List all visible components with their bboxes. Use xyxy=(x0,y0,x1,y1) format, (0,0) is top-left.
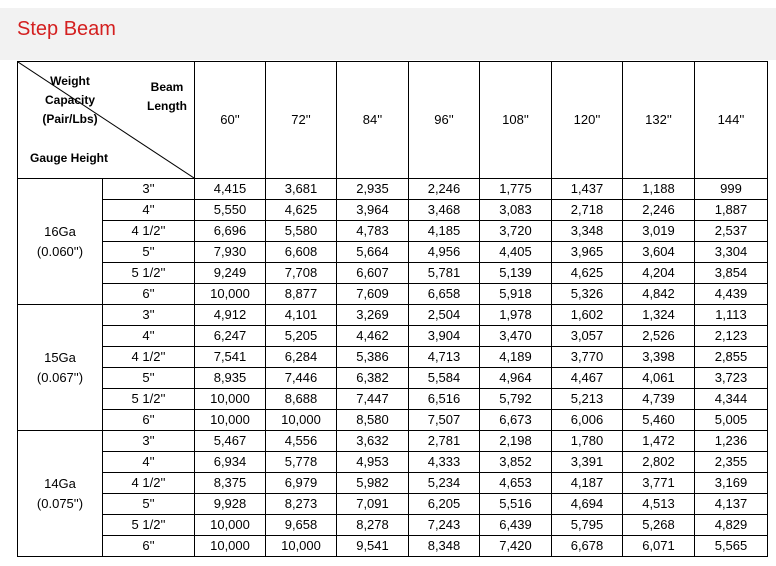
capacity-cell: 1,236 xyxy=(695,431,768,452)
beam-length-label: Beam Length xyxy=(147,80,187,113)
header-row xyxy=(18,62,768,179)
capacity-cell: 6,006 xyxy=(552,410,623,431)
capacity-cell: 4,405 xyxy=(480,242,552,263)
gauge-label: 16Ga xyxy=(44,223,76,239)
capacity-cell: 4,189 xyxy=(480,347,552,368)
capacity-cell: 3,904 xyxy=(409,326,480,347)
capacity-cell: 5,982 xyxy=(337,473,409,494)
corner-header xyxy=(18,62,195,179)
beam-length-header: 72'' xyxy=(266,62,337,179)
capacity-cell: 6,205 xyxy=(409,494,480,515)
capacity-cell: 999 xyxy=(695,179,768,200)
capacity-cell: 1,324 xyxy=(623,305,695,326)
table-row xyxy=(18,410,768,431)
capacity-cell: 5,467 xyxy=(195,431,266,452)
beam-length-header: 108'' xyxy=(480,62,552,179)
capacity-cell: 6,608 xyxy=(266,242,337,263)
capacity-cell: 4,467 xyxy=(552,368,623,389)
capacity-cell: 5,778 xyxy=(266,452,337,473)
capacity-cell: 10,000 xyxy=(195,284,266,305)
capacity-cell: 3,965 xyxy=(552,242,623,263)
capacity-cell: 3,723 xyxy=(695,368,768,389)
capacity-cell: 3,348 xyxy=(552,221,623,242)
beam-length-header: 144'' xyxy=(695,62,768,179)
capacity-cell: 4,653 xyxy=(480,473,552,494)
capacity-cell: 5,326 xyxy=(552,284,623,305)
capacity-cell: 5,664 xyxy=(337,242,409,263)
capacity-cell: 4,625 xyxy=(552,263,623,284)
capacity-cell: 2,246 xyxy=(409,179,480,200)
height-cell: 5 1/2'' xyxy=(103,263,195,284)
capacity-cell: 1,472 xyxy=(623,431,695,452)
capacity-cell: 6,284 xyxy=(266,347,337,368)
capacity-cell: 5,213 xyxy=(552,389,623,410)
gauge-label: 15Ga xyxy=(44,349,76,365)
capacity-cell: 2,802 xyxy=(623,452,695,473)
capacity-cell: 3,269 xyxy=(337,305,409,326)
capacity-cell: 8,935 xyxy=(195,368,266,389)
height-cell: 5 1/2'' xyxy=(103,515,195,536)
capacity-cell: 3,964 xyxy=(337,200,409,221)
table-row xyxy=(18,305,768,326)
capacity-cell: 3,391 xyxy=(552,452,623,473)
capacity-cell: 5,234 xyxy=(409,473,480,494)
capacity-cell: 5,565 xyxy=(695,536,768,557)
capacity-cell: 4,842 xyxy=(623,284,695,305)
gauge-cell xyxy=(18,179,103,305)
capacity-cell: 10,000 xyxy=(266,536,337,557)
capacity-cell: 2,718 xyxy=(552,200,623,221)
capacity-cell: 8,688 xyxy=(266,389,337,410)
gauge-cell xyxy=(18,305,103,431)
capacity-cell: 4,415 xyxy=(195,179,266,200)
capacity-cell: 6,696 xyxy=(195,221,266,242)
height-cell: 6'' xyxy=(103,536,195,557)
capacity-table xyxy=(17,61,768,557)
capacity-cell: 4,953 xyxy=(337,452,409,473)
capacity-cell: 5,918 xyxy=(480,284,552,305)
capacity-cell: 3,720 xyxy=(480,221,552,242)
capacity-cell: 4,137 xyxy=(695,494,768,515)
page-title: Step Beam xyxy=(17,18,116,40)
capacity-cell: 5,550 xyxy=(195,200,266,221)
capacity-cell: 7,446 xyxy=(266,368,337,389)
table-row xyxy=(18,179,768,200)
capacity-cell: 5,580 xyxy=(266,221,337,242)
capacity-cell: 6,071 xyxy=(623,536,695,557)
capacity-cell: 8,375 xyxy=(195,473,266,494)
title-bar xyxy=(0,8,776,60)
capacity-cell: 6,607 xyxy=(337,263,409,284)
table-row xyxy=(18,389,768,410)
table-row xyxy=(18,368,768,389)
capacity-cell: 2,526 xyxy=(623,326,695,347)
capacity-cell: 9,249 xyxy=(195,263,266,284)
height-cell: 4'' xyxy=(103,326,195,347)
capacity-cell: 6,516 xyxy=(409,389,480,410)
capacity-cell: 9,541 xyxy=(337,536,409,557)
table-row xyxy=(18,347,768,368)
table-row xyxy=(18,515,768,536)
capacity-cell: 2,935 xyxy=(337,179,409,200)
capacity-cell: 4,783 xyxy=(337,221,409,242)
table-row xyxy=(18,326,768,347)
height-cell: 3'' xyxy=(103,431,195,452)
capacity-cell: 1,188 xyxy=(623,179,695,200)
capacity-cell: 3,083 xyxy=(480,200,552,221)
table-row xyxy=(18,263,768,284)
capacity-cell: 10,000 xyxy=(195,515,266,536)
table-row xyxy=(18,200,768,221)
capacity-cell: 1,437 xyxy=(552,179,623,200)
weight-capacity-label: Weight Capacity (Pair/Lbs) xyxy=(42,74,98,126)
capacity-cell: 4,439 xyxy=(695,284,768,305)
capacity-cell: 10,000 xyxy=(195,389,266,410)
capacity-cell: 6,382 xyxy=(337,368,409,389)
height-cell: 5 1/2'' xyxy=(103,389,195,410)
capacity-cell: 2,855 xyxy=(695,347,768,368)
capacity-cell: 3,470 xyxy=(480,326,552,347)
capacity-cell: 3,681 xyxy=(266,179,337,200)
capacity-cell: 3,398 xyxy=(623,347,695,368)
table-row xyxy=(18,242,768,263)
capacity-cell: 5,268 xyxy=(623,515,695,536)
capacity-cell: 6,658 xyxy=(409,284,480,305)
capacity-cell: 10,000 xyxy=(195,536,266,557)
capacity-cell: 8,348 xyxy=(409,536,480,557)
capacity-cell: 4,713 xyxy=(409,347,480,368)
capacity-cell: 3,770 xyxy=(552,347,623,368)
capacity-cell: 3,854 xyxy=(695,263,768,284)
table-row xyxy=(18,536,768,557)
capacity-cell: 5,386 xyxy=(337,347,409,368)
capacity-cell: 6,979 xyxy=(266,473,337,494)
capacity-cell: 8,877 xyxy=(266,284,337,305)
capacity-cell: 2,123 xyxy=(695,326,768,347)
height-cell: 3'' xyxy=(103,305,195,326)
capacity-cell: 5,139 xyxy=(480,263,552,284)
capacity-cell: 4,956 xyxy=(409,242,480,263)
capacity-cell: 7,930 xyxy=(195,242,266,263)
capacity-cell: 2,355 xyxy=(695,452,768,473)
table-row xyxy=(18,452,768,473)
capacity-cell: 6,934 xyxy=(195,452,266,473)
capacity-cell: 7,420 xyxy=(480,536,552,557)
capacity-cell: 7,243 xyxy=(409,515,480,536)
table-row xyxy=(18,494,768,515)
capacity-cell: 4,739 xyxy=(623,389,695,410)
capacity-cell: 8,278 xyxy=(337,515,409,536)
capacity-cell: 2,246 xyxy=(623,200,695,221)
capacity-cell: 3,468 xyxy=(409,200,480,221)
capacity-cell: 6,678 xyxy=(552,536,623,557)
capacity-cell: 4,694 xyxy=(552,494,623,515)
capacity-cell: 2,504 xyxy=(409,305,480,326)
beam-length-header: 120'' xyxy=(552,62,623,179)
capacity-cell: 1,602 xyxy=(552,305,623,326)
capacity-cell: 3,852 xyxy=(480,452,552,473)
capacity-cell: 7,609 xyxy=(337,284,409,305)
capacity-cell: 5,516 xyxy=(480,494,552,515)
capacity-cell: 4,513 xyxy=(623,494,695,515)
capacity-cell: 3,019 xyxy=(623,221,695,242)
capacity-cell: 1,887 xyxy=(695,200,768,221)
capacity-cell: 4,204 xyxy=(623,263,695,284)
capacity-cell: 3,604 xyxy=(623,242,695,263)
capacity-cell: 2,781 xyxy=(409,431,480,452)
capacity-cell: 5,792 xyxy=(480,389,552,410)
capacity-cell: 5,005 xyxy=(695,410,768,431)
gauge-cell xyxy=(18,431,103,557)
thickness-label: (0.060'') xyxy=(36,243,84,259)
capacity-cell: 2,198 xyxy=(480,431,552,452)
capacity-cell: 9,658 xyxy=(266,515,337,536)
height-cell: 5'' xyxy=(103,242,195,263)
capacity-cell: 4,185 xyxy=(409,221,480,242)
capacity-cell: 1,775 xyxy=(480,179,552,200)
capacity-cell: 5,460 xyxy=(623,410,695,431)
gauge-height-label: Gauge Height xyxy=(30,151,109,165)
capacity-cell: 4,625 xyxy=(266,200,337,221)
capacity-cell: 8,273 xyxy=(266,494,337,515)
capacity-cell: 4,829 xyxy=(695,515,768,536)
capacity-cell: 4,344 xyxy=(695,389,768,410)
height-cell: 6'' xyxy=(103,284,195,305)
capacity-cell: 4,333 xyxy=(409,452,480,473)
capacity-cell: 3,771 xyxy=(623,473,695,494)
capacity-cell: 2,537 xyxy=(695,221,768,242)
gauge-label: 14Ga xyxy=(44,475,76,491)
height-cell: 5'' xyxy=(103,494,195,515)
beam-length-header: 96'' xyxy=(409,62,480,179)
capacity-cell: 4,061 xyxy=(623,368,695,389)
capacity-cell: 4,187 xyxy=(552,473,623,494)
height-cell: 4 1/2'' xyxy=(103,347,195,368)
capacity-cell: 4,462 xyxy=(337,326,409,347)
capacity-cell: 10,000 xyxy=(195,410,266,431)
height-cell: 4 1/2'' xyxy=(103,473,195,494)
capacity-cell: 8,580 xyxy=(337,410,409,431)
capacity-cell: 4,912 xyxy=(195,305,266,326)
capacity-cell: 7,708 xyxy=(266,263,337,284)
capacity-cell: 6,247 xyxy=(195,326,266,347)
table-body xyxy=(18,179,768,557)
capacity-cell: 5,584 xyxy=(409,368,480,389)
capacity-cell: 9,928 xyxy=(195,494,266,515)
capacity-cell: 5,795 xyxy=(552,515,623,536)
capacity-cell: 7,507 xyxy=(409,410,480,431)
capacity-cell: 1,113 xyxy=(695,305,768,326)
capacity-cell: 3,304 xyxy=(695,242,768,263)
capacity-cell: 6,439 xyxy=(480,515,552,536)
capacity-cell: 3,169 xyxy=(695,473,768,494)
capacity-cell: 7,091 xyxy=(337,494,409,515)
thickness-label: (0.075'') xyxy=(36,495,84,511)
height-cell: 4'' xyxy=(103,200,195,221)
table-row xyxy=(18,431,768,452)
height-cell: 6'' xyxy=(103,410,195,431)
capacity-cell: 3,057 xyxy=(552,326,623,347)
height-cell: 3'' xyxy=(103,179,195,200)
height-cell: 4 1/2'' xyxy=(103,221,195,242)
capacity-cell: 4,964 xyxy=(480,368,552,389)
beam-length-header: 60'' xyxy=(195,62,266,179)
height-cell: 5'' xyxy=(103,368,195,389)
capacity-cell: 5,781 xyxy=(409,263,480,284)
capacity-cell: 5,205 xyxy=(266,326,337,347)
capacity-cell: 3,632 xyxy=(337,431,409,452)
table-row xyxy=(18,221,768,242)
capacity-cell: 6,673 xyxy=(480,410,552,431)
height-cell: 4'' xyxy=(103,452,195,473)
capacity-cell: 4,101 xyxy=(266,305,337,326)
capacity-cell: 1,780 xyxy=(552,431,623,452)
capacity-cell: 7,541 xyxy=(195,347,266,368)
capacity-cell: 7,447 xyxy=(337,389,409,410)
capacity-cell: 10,000 xyxy=(266,410,337,431)
thickness-label: (0.067'') xyxy=(36,369,84,385)
capacity-cell: 1,978 xyxy=(480,305,552,326)
table-row xyxy=(18,284,768,305)
table-row xyxy=(18,473,768,494)
beam-length-header: 132'' xyxy=(623,62,695,179)
capacity-cell: 4,556 xyxy=(266,431,337,452)
beam-length-header: 84'' xyxy=(337,62,409,179)
